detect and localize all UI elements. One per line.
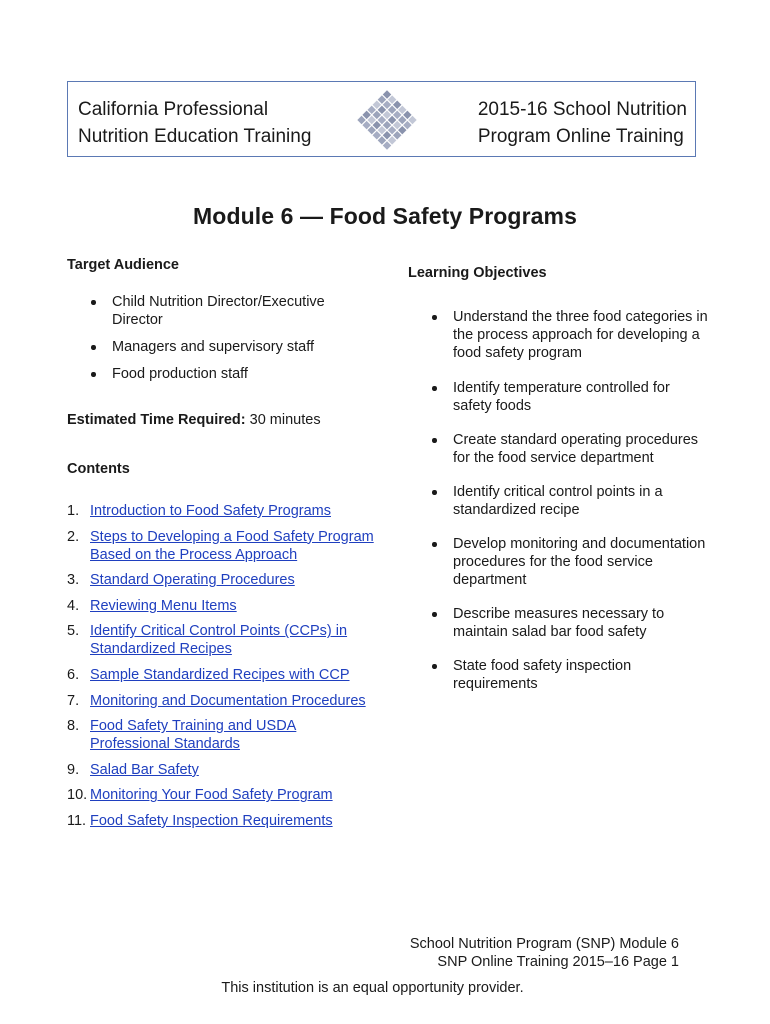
item-number: 3. (67, 572, 80, 589)
learning-objectives-heading: Learning Objectives (408, 265, 547, 281)
toc-link[interactable]: Introduction to Food Safety Programs (90, 503, 331, 519)
logo-tile (378, 95, 386, 103)
list-item: Identify temperature controlled for safety foods (408, 379, 708, 415)
header-right-line2: Program Online Training (477, 126, 684, 147)
item-number: 9. (67, 761, 80, 778)
list-item: Understand the three food categories in the process approach for developing a food safety program (408, 308, 708, 362)
toc-link[interactable]: Food Safety Training and USDA Professional Standards (90, 718, 297, 753)
item-number: 4. (67, 597, 80, 614)
logo-tile (383, 131, 391, 139)
list-item: State food safety inspection requirements (408, 657, 708, 693)
target-audience-heading: Target Audience (67, 257, 179, 273)
target-audience-list (67, 293, 367, 383)
page-footer (410, 935, 679, 971)
list-item (67, 597, 377, 615)
header-left-line2: Nutrition Education Training (78, 126, 312, 147)
header-left-text (78, 96, 311, 150)
list-item: Create standard operating procedures for the food service department (408, 431, 708, 467)
header-right-text (478, 96, 687, 150)
toc-link[interactable]: Steps to Developing a Food Safety Program Based on the Process Approach (90, 528, 374, 563)
page-title: Module 6 — Food Safety Programs (193, 203, 577, 229)
toc-link[interactable]: Salad Bar Safety (90, 761, 199, 778)
item-number: 7. (67, 692, 80, 709)
list-item (67, 717, 377, 753)
item-number: 10. (67, 787, 88, 804)
list-item: Child Nutrition Director/Executive Director (67, 293, 367, 329)
list-item (67, 571, 377, 589)
estimated-time-value: 30 minutes (245, 412, 321, 428)
toc-link[interactable]: Food Safety Inspection Requirements (90, 812, 333, 829)
footer-page-line: SNP Online Training 2015–16 Page 1 (437, 954, 679, 970)
logo-tile (362, 121, 370, 129)
logo-tile (378, 126, 386, 134)
toc-link[interactable]: Sample Standardized Recipes with CCP (90, 666, 350, 683)
toc-link[interactable]: Standard Operating Procedures (90, 572, 295, 589)
list-item: Describe measures necessary to maintain salad bar food safety (408, 605, 708, 641)
estimated-time (67, 412, 321, 428)
item-number: 1. (67, 503, 80, 519)
item-number: 2. (67, 528, 80, 545)
list-item (67, 666, 377, 684)
list-item: Managers and supervisory staff (67, 338, 367, 356)
header-right-line1: 2015-16 School Nutrition (477, 99, 687, 120)
item-number: 8. (67, 718, 80, 735)
list-item (67, 786, 377, 804)
header-left-line1: California Professional (78, 99, 269, 120)
list-item: Develop monitoring and documentation procedures for the food service department (408, 535, 708, 589)
item-number: 11. (67, 812, 87, 829)
contents-heading: Contents (67, 461, 130, 477)
toc-link[interactable]: Monitoring Your Food Safety Program (90, 787, 333, 804)
logo-tile (388, 126, 396, 134)
estimated-time-label: Estimated Time Required: (67, 412, 246, 428)
logo-tile (378, 136, 386, 144)
logo-tile (362, 111, 370, 119)
list-item: Identify critical control points in a standardized recipe (408, 483, 708, 519)
list-item: Food production staff (67, 365, 367, 383)
logo-tile (403, 111, 411, 119)
logo-tile (403, 121, 411, 129)
diamond-mosaic-logo-icon (354, 87, 420, 153)
list-item (67, 622, 377, 658)
learning-objectives-list (408, 308, 708, 693)
list-item (67, 528, 377, 564)
toc-link[interactable]: Reviewing Menu Items (90, 597, 237, 614)
list-item (67, 502, 377, 520)
header-box (67, 81, 696, 157)
item-number: 5. (67, 623, 80, 640)
list-item (67, 812, 377, 830)
list-item (67, 761, 377, 779)
contents-list (67, 502, 377, 838)
logo-tile (388, 136, 396, 144)
equal-opportunity-notice: This institution is an equal opportunity provider. (221, 980, 524, 996)
logo-tile (388, 95, 396, 103)
toc-link[interactable]: Monitoring and Documentation Procedures (90, 692, 366, 709)
list-item (67, 692, 377, 710)
toc-link[interactable]: Identify Critical Control Points (CCPs) in Standardized Recipes (90, 623, 348, 658)
footer-module-line: School Nutrition Program (SNP) Module 6 (409, 936, 679, 952)
item-number: 6. (67, 666, 80, 683)
